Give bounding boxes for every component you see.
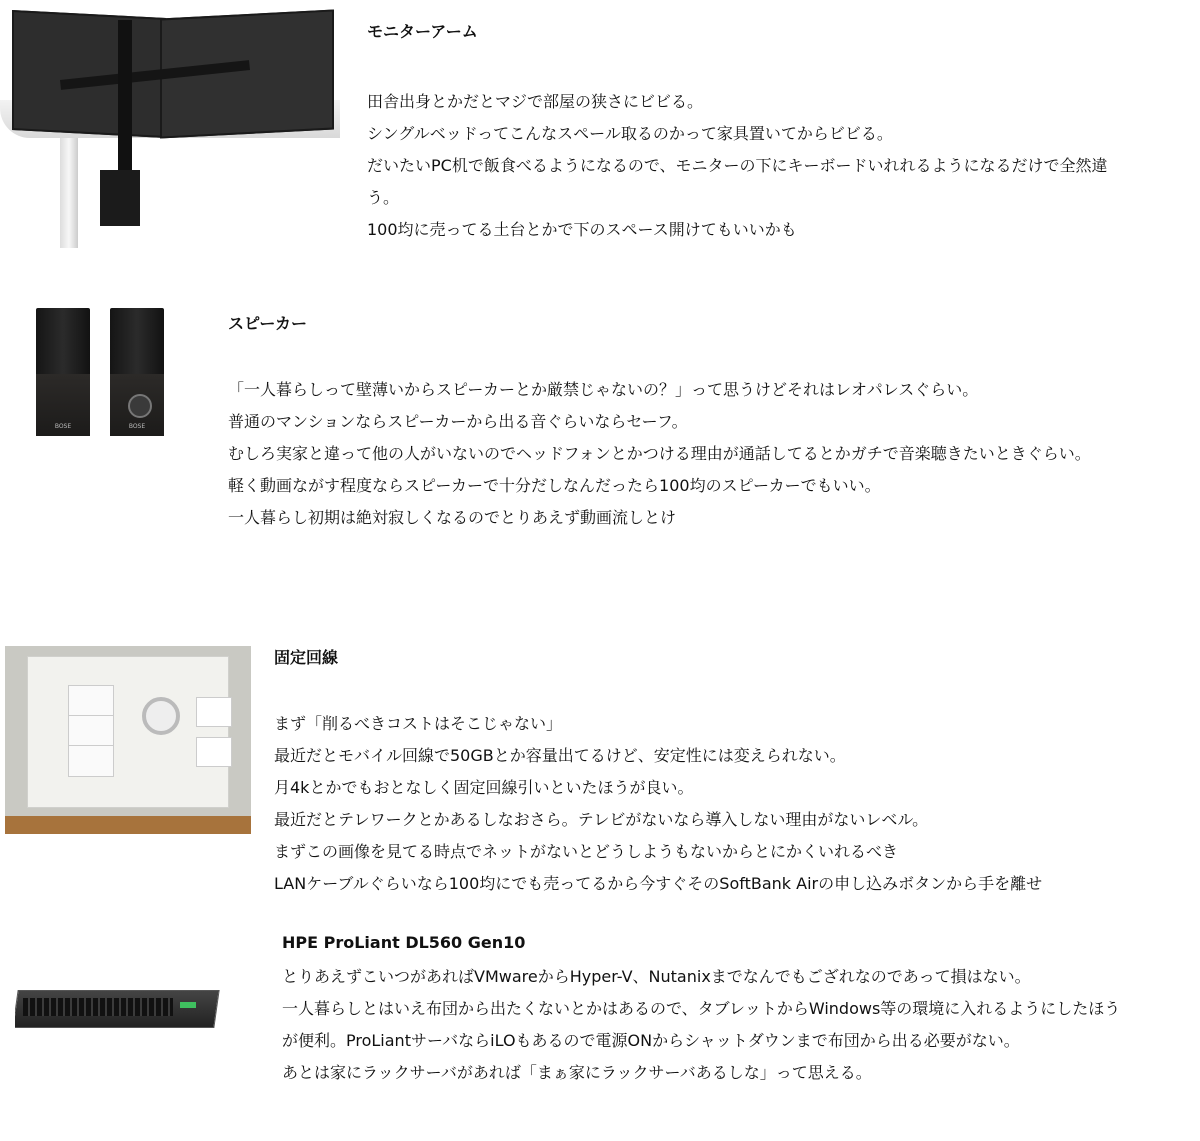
paragraph: 一人暮らし初期は絶対寂しくなるのでとりあえず動画流しとけ	[228, 508, 677, 527]
section-title: HPE ProLiant DL560 Gen10	[282, 933, 526, 952]
section-monitor-arm	[367, 22, 1127, 246]
section-title: スピーカー	[228, 314, 308, 333]
monitor-arm-image	[0, 0, 340, 250]
paragraph: とりあえずこいつがあればVMwareからHyper-V、Nutanixまでなんでもござれなのであって損はない。	[282, 967, 1031, 986]
paragraph: だいたいPC机で飯食べるようになるので、モニターの下にキーボードいれれるようになるだけで全然違う。	[367, 156, 1108, 207]
section-speaker	[228, 314, 1108, 534]
paragraph: 普通のマンションならスピーカーから出る音ぐらいならセーフ。	[228, 412, 688, 431]
paragraph: まず「削るべきコストはそこじゃない」	[274, 714, 563, 733]
paragraph: まずこの画像を見てる時点でネットがないとどうしようもないからとにかくいれるべき	[274, 842, 899, 861]
paragraph: 100均に売ってる土台とかで下のスペース開けてもいいかも	[367, 220, 797, 239]
speaker-image: BOSE BOSE	[30, 300, 200, 445]
wall-outlet-image	[5, 646, 251, 834]
section-title: モニターアーム	[367, 22, 478, 41]
paragraph: むしろ実家と違って他の人がいないのでヘッドフォンとかつける理由が通話してるとかガチで音楽聴きたいときぐらい。	[228, 444, 1091, 463]
section-fixed-line	[274, 648, 1134, 900]
paragraph: 月4kとかでもおとなしく固定回線引いといたほうが良い。	[274, 778, 694, 797]
paragraph: 軽く動画ながす程度ならスピーカーで十分だしなんだったら100均のスピーカーでもいい。	[228, 476, 881, 495]
paragraph: 「一人暮らしって壁薄いからスピーカーとか厳禁じゃないの？」って思うけどそれはレオパレスぐらい。	[228, 380, 979, 399]
paragraph: あとは家にラックサーバがあれば「まぁ家にラックサーバあるしな」って思える。	[282, 1063, 872, 1082]
paragraph: シングルベッドってこんなスペール取るのかって家具置いてからビビる。	[367, 124, 893, 143]
paragraph: 最近だとモバイル回線で50GBとか容量出てるけど、安定性には変えられない。	[274, 746, 846, 765]
paragraph: 田舎出身とかだとマジで部屋の狭さにビビる。	[367, 92, 704, 111]
paragraph: 一人暮らしとはいえ布団から出たくないとかはあるので、タブレットからWindows等の環境に入れるようにしたほうが便利。ProLiantサーバならiLOもあるので電源ONからシャットダウンまで布団から出る必要がない。	[282, 999, 1121, 1050]
rack-server-image	[15, 984, 220, 1032]
section-server	[282, 933, 1132, 1089]
paragraph: LANケーブルぐらいなら100均にでも売ってるから今すぐそのSoftBank Airの申し込みボタンから手を離せ	[274, 874, 1043, 893]
section-title: 固定回線	[274, 648, 339, 667]
paragraph: 最近だとテレワークとかあるしなおさら。テレビがないなら導入しない理由がないレベル。	[274, 810, 929, 829]
